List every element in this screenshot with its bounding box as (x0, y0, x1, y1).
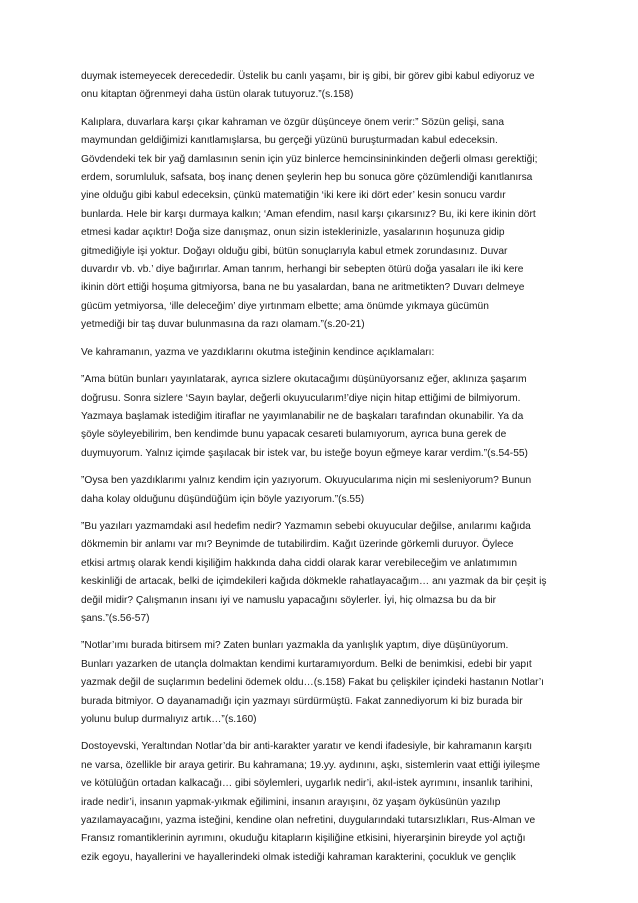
text-line: değil midir? Çalışmanın insanı iyi ve namuslu yapacağını söylerler. İyi, hiç olmazsa bu da bir (81, 594, 497, 606)
paragraph (81, 518, 559, 628)
text-line: yetmediği bir taş duvar bulunmasına da razı olamam.”(s.20-21) (81, 319, 365, 331)
text-line: ”Notlar’ımı burada bitirsem mi? Zaten bunları yazmakla da yanlışlık yaptım, diye düşünüyorum. (81, 640, 509, 652)
text-line: Gövdendeki tek bir yağ damlasının senin için yüz binlerce hemcinsininkinden değerli olması gerektiği; (81, 153, 538, 165)
text-line: doğrusu. Sonra sizlere ‘Sayın baylar, değerli okuyucularım!’diye niçin hitap ettiğimi de bilmiyorum. (81, 392, 521, 404)
text-line: maymundan geldiğimizi kanıtlamışlarsa, bu gerçeği yüzünü buruşturmadan kabul edeceksin. (81, 135, 498, 147)
paragraph (81, 114, 559, 335)
text-line: Ve kahramanın, yazma ve yazdıklarını okutma isteğinin kendince açıklamaları: (81, 346, 435, 358)
text-line: ezik egoyu, hayallerini ve hayallerindeki olmak istediği kahraman karakterini, çocukluk ve gençlik (81, 851, 516, 863)
text-line: etkisi artmış olarak kendi kişiliğim hakkında daha ciddi olarak karar verebileceğim ve anlatımımın (81, 557, 517, 569)
paragraph (81, 371, 559, 463)
text-line: yine olduğu gibi kabul edeceksin, çünkü matematiğin ‘iki kere iki dört eder’ kesin sonucu vardır (81, 190, 506, 202)
text-line: Kalıplara, duvarlara karşı çıkar kahraman ve özgür düşünceye önem verir:” Sözün gelişi, sana (81, 116, 504, 128)
text-line: dökmemin bir anlamı var mı? Beynimde de tutabilirdim. Kağıt üzerinde görkemli duruyor. Öylece (81, 539, 514, 551)
text-line: şöyle söyleyebilirim, ben kendimde bunu yapacak cesareti bulamıyorum, ayrıca buna gerek de (81, 429, 507, 441)
text-line: ve kötülüğün ortadan kalkacağı… gibi söylemleri, uygarlık nedir’i, akıl-istek ayrımını, insanlık tarihini, (81, 778, 533, 790)
text-line: keskinliği de artacak, belki de içimdekileri kağıda dökmekle rahatlayacağım… anı yazmak da bir çeşit iş (81, 576, 547, 588)
paragraph (81, 344, 559, 362)
text-line: etmesi kadar açıktır! Doğa size danışmaz, onun sizin isteklerinizle, yasalarının hoşunuza gidip (81, 227, 505, 239)
text-line: yazılamayacağını, yazma isteğini, kendine olan nefretini, duygularındaki tutarsızlıkları, Rus-Alman ve (81, 815, 536, 827)
text-line: ikinin dört ettiği hoşuma gitmiyorsa, bana ne bu yasalardan, bana ne aritmetikten? Duvarı delmeye (81, 282, 525, 294)
text-line: gücüm yetmiyorsa, ‘ille deleceğim’ diye yırtınmam elbette; ama önümde yıkmaya gücümün (81, 300, 489, 312)
text-line: yazmak değil de suçlarımın bedelini ödemek oldu…(s.158) Fakat bu çelişkiler içindeki hastanın Notlar’ı (81, 677, 544, 689)
text-line: daha kolay olduğunu düşündüğüm için böyle yazıyorum.”(s.55) (81, 493, 365, 505)
text-line: irade nedir’i, insanın yapmak-yıkmak eğilimini, insanın arayışını, öz yaşam öyküsünün yazılıp (81, 796, 501, 808)
text-line: gitmediğiyle işi yoktur. Doğayı olduğu gibi, bütün sonuçlarıyla kabul etmek zorundasınız. Duvar (81, 245, 508, 257)
text-line: onu kitaptan öğrenmeyi daha üstün olarak tutuyoruz.”(s.158) (81, 89, 354, 101)
text-line: yolunu bulup durmalıyız artık…”(s.160) (81, 714, 257, 725)
paragraph (81, 637, 559, 729)
paragraph (81, 472, 559, 509)
text-line: duvardır vb. vb.’ diye bağırırlar. Aman tanrım, herhangi bir sebepten ötürü doğa yasaları ile iki kere (81, 264, 524, 276)
text-line: ”Oysa ben yazdıklarımı yalnız kendim için yazıyorum. Okuyucularıma niçin mi sesleniyorum? Bunun (81, 475, 532, 487)
text-line: ”Ama bütün bunları yayınlatarak, ayrıca sizlere okutacağımı düşünüyorsanız eğer, aklınıza şaşarım (81, 374, 527, 386)
paragraph (81, 68, 559, 105)
text-line: şans.”(s.56-57) (81, 612, 150, 624)
text-line: Fransız romantiklerinin ayrımını, okuduğu kitapların kişiliğine etkisini, hiyerarşinin bireyde yol açtığı (81, 833, 526, 845)
text-line: Yazmaya başlamak istediğim itiraflar ne yayımlanabilir ne de başkaları tarafından okunabilir. Ya da (81, 410, 524, 422)
text-line: burada bitmiyor. O dayanamadığı için yazmayı sürdürmüştü. Fakat zannediyorum ki biz burada bir (81, 695, 523, 707)
text-line: duymak istemeyecek derecededir. Üstelik bu canlı yaşamı, bir iş gibi, bir görev gibi kabul ediyoruz ve (81, 71, 535, 82)
document-page (81, 68, 559, 876)
text-line: duymuyorum. Yalnız içimde şaşılacak bir istek var, bu isteğe boyun eğmeye karar verdim.”(s.54-55) (81, 447, 528, 459)
text-line: bunlarda. Hele bir karşı durmaya kalkın; ‘Aman efendim, nasıl karşı çıkarsınız? Bu, iki kere ikinin dört (81, 208, 536, 220)
paragraph (81, 738, 559, 867)
text-line: Bunları yazarken de utançla dolmaktan kendimi kurtaramıyordum. Belki de benimkisi, edebi bir yapıt (81, 658, 532, 670)
text-line: Dostoyevski, Yeraltından Notlar’da bir anti-karakter yaratır ve kendi ifadesiyle, bir kahramanın karşıtı (81, 741, 533, 753)
text-line: ne varsa, özellikle bir araya getirir. Bu kahramana; 19.yy. aydınını, aşkı, sistemlerin vaat ettiği iyileşme (81, 759, 541, 771)
text-line: ”Bu yazıları yazmamdaki asıl hedefim nedir? Yazmamın sebebi okuyucular değilse, anılarımı kağıda (81, 520, 531, 532)
text-line: erdem, sorumluluk, safsata, boş inanç denen şeylerin hep bu sonuca göre çözümlendiği kanıtlanırsa (81, 172, 533, 184)
